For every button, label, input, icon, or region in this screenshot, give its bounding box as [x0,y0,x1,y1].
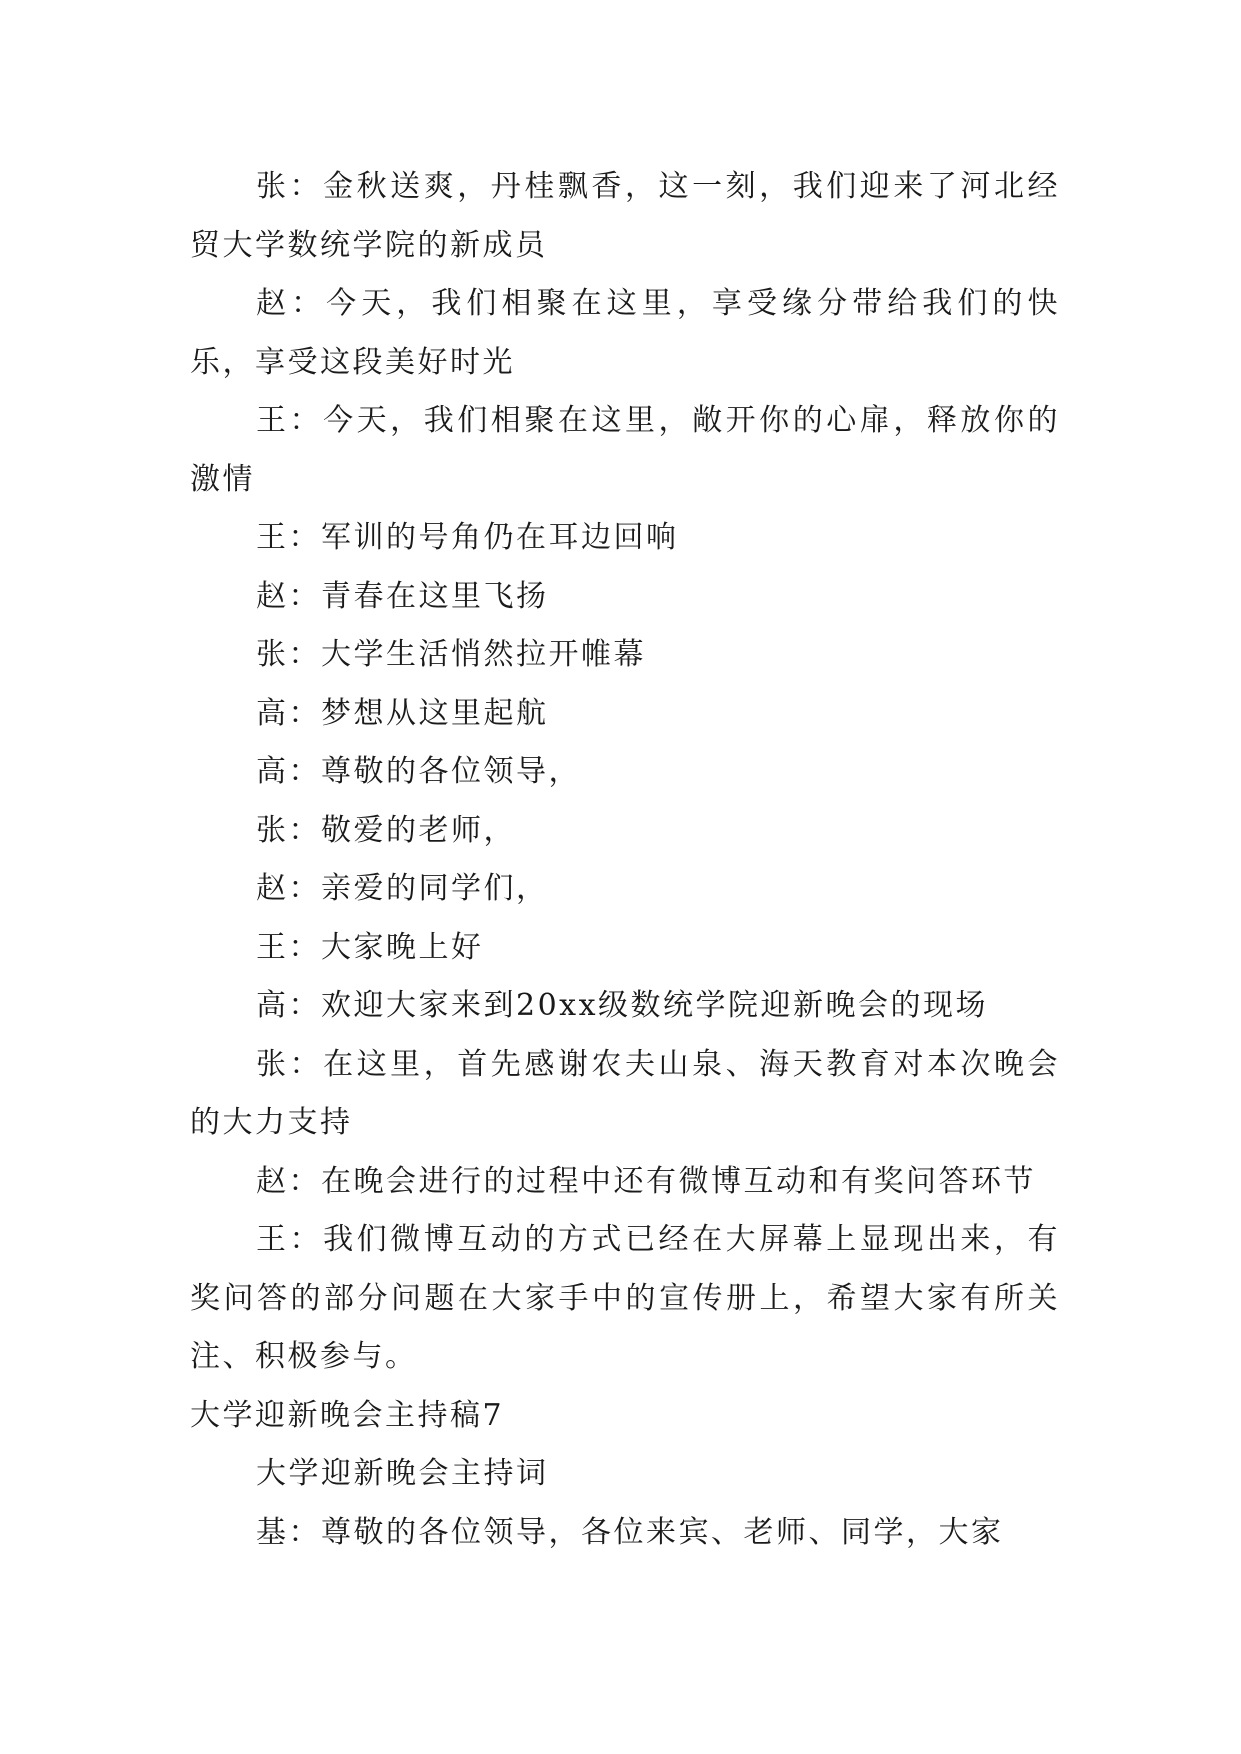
paragraph-12: 高：欢迎大家来到20xx级数统学院迎新晚会的现场 [256,988,989,1023]
paragraph-11: 王：大家晚上好 [256,929,484,965]
document-body [190,158,1060,1562]
paragraph-15: 王：我们微博互动的方式已经在大屏幕上显现出来，有奖问答的部分问题在大家手中的宣传册上，希望大家有所关注、积极参与。 [190,1222,1060,1374]
paragraph-13: 张：在这里，首先感谢农夫山泉、海天教育对本次晚会的大力支持 [190,1046,1060,1140]
paragraph-3: 王：今天，我们相聚在这里，敞开你的心扉，释放你的激情 [190,403,1060,497]
paragraph-2: 赵：今天，我们相聚在这里，享受缘分带给我们的快乐，享受这段美好时光 [190,286,1060,380]
paragraph-4: 王：军训的号角仍在耳边回响 [256,520,679,555]
section-paragraph-1: 大学迎新晚会主持词 [256,1456,549,1491]
paragraph-1: 张：金秋送爽，丹桂飘香，这一刻，我们迎来了河北经贸大学数统学院的新成员 [190,169,1060,263]
paragraph-5: 赵：青春在这里飞扬 [256,578,549,614]
section-heading: 大学迎新晚会主持稿7 [190,1397,505,1433]
paragraph-7: 高：梦想从这里起航 [256,695,549,731]
paragraph-14: 赵：在晚会进行的过程中还有微博互动和有奖问答环节 [256,1163,1036,1199]
paragraph-6: 张：大学生活悄然拉开帷幕 [256,637,646,672]
paragraph-10: 赵：亲爱的同学们， [256,871,549,906]
section-paragraph-2: 基：尊敬的各位领导，各位来宾、老师、同学，大家 [256,1514,1004,1550]
paragraph-9: 张：敬爱的老师， [256,812,516,848]
paragraph-8: 高：尊敬的各位领导， [256,754,581,789]
